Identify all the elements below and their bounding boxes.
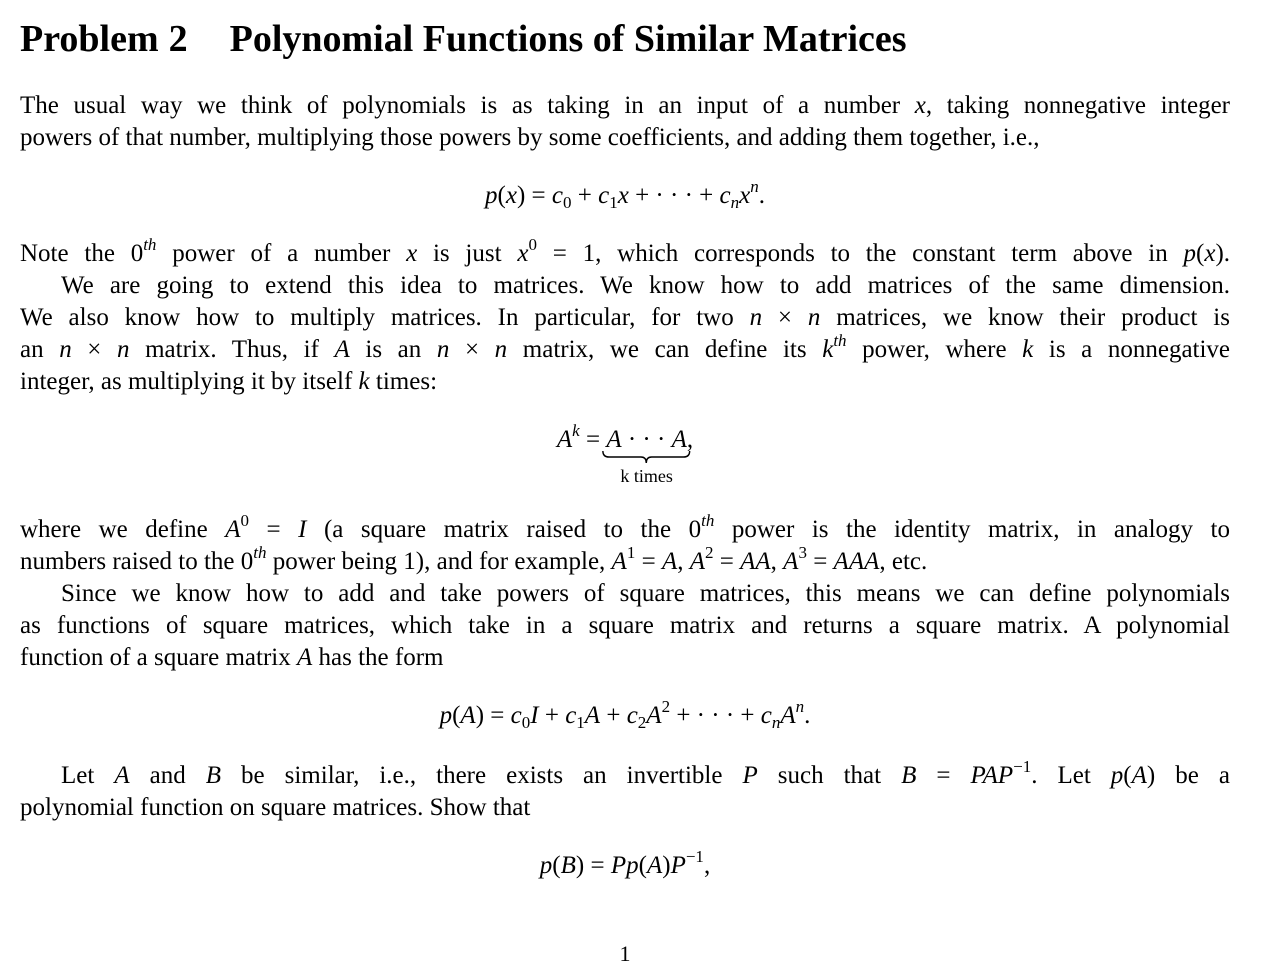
- paragraph-line: powers of that number, multiplying those powers by some coefficients, and adding them together, i.e.,: [20, 124, 1040, 151]
- equation-polynomial: $p(x) = c_0 + c_1x$ + · · · + $c_nx^n$.: [485, 177, 765, 212]
- paragraph-line: polynomial function on square matrices. Show that: [20, 794, 531, 821]
- problem-title: Polynomial Functions of Similar Matrices: [229, 18, 907, 60]
- paragraph-line: numbers raised to the 0th power being 1), and for example, $A^1 = A$, $A^2$ = AA, $A^3$ = AAA, etc.: [20, 543, 928, 575]
- paragraph-line: where we define $A^0 = I$ (a square matrix raised to the 0th power is the identity matrix, in analogy to: [20, 511, 1231, 543]
- page-number: 1: [619, 941, 631, 966]
- paragraph-intro: [20, 90, 1230, 154]
- underbrace-label: k times: [620, 466, 673, 486]
- underbrace-group: A · · · A k times: [606, 424, 687, 456]
- paragraph-line: Note the 0th power of a number x is just $x^0 = 1$, which corresponds to the constant term above in p(x).: [20, 235, 1231, 267]
- paragraph-line: as functions of square matrices, which take in a square matrix and returns a square matrix. A polynomial: [20, 612, 1230, 639]
- paragraph-line: The usual way we think of polynomials is as taking in an input of a number x, taking nonnegative integer: [20, 92, 1230, 119]
- paragraph-line: an n × n matrix. Thus, if A is an n × n matrix, we can define its $k^{th}$ power, where k is a nonnegative: [20, 331, 1231, 363]
- equation-similarity-result: $p(B) = Pp(A)P^{-1}$,: [539, 847, 711, 879]
- problem-heading: [20, 16, 907, 62]
- paragraph-identity: [20, 511, 1231, 674]
- paragraph-line: Since we know how to add and take powers of square matrices, this means we can define polynomials: [61, 580, 1230, 607]
- paragraph-matrix-powers: [20, 235, 1231, 398]
- paragraph-line: We also know how to multiply matrices. In particular, for two n × n matrices, we know their product is: [20, 304, 1230, 331]
- paragraph-problem-statement: [20, 757, 1230, 824]
- equation-matrix-polynomial: $p(A) = c_0I + c_1A + c_2A^2$ + · · · + $c_nA^n$.: [439, 697, 811, 732]
- problem-number: 2: [168, 18, 188, 60]
- paragraph-line: We are going to extend this idea to matrices. We know how to add matrices of the same dimension.: [61, 272, 1230, 299]
- paragraph-line: integer, as multiplying it by itself k times:: [20, 368, 438, 395]
- problem-label: Problem: [20, 18, 159, 60]
- equation-matrix-power: $A^k = A$ · · · A k times ,: [20, 424, 1230, 456]
- paragraph-line: function of a square matrix A has the form: [20, 644, 444, 671]
- paragraph-line: Let A and B be similar, i.e., there exists an invertible P such that $B = PAP^{-1}$. Let p(A) be a: [61, 757, 1230, 789]
